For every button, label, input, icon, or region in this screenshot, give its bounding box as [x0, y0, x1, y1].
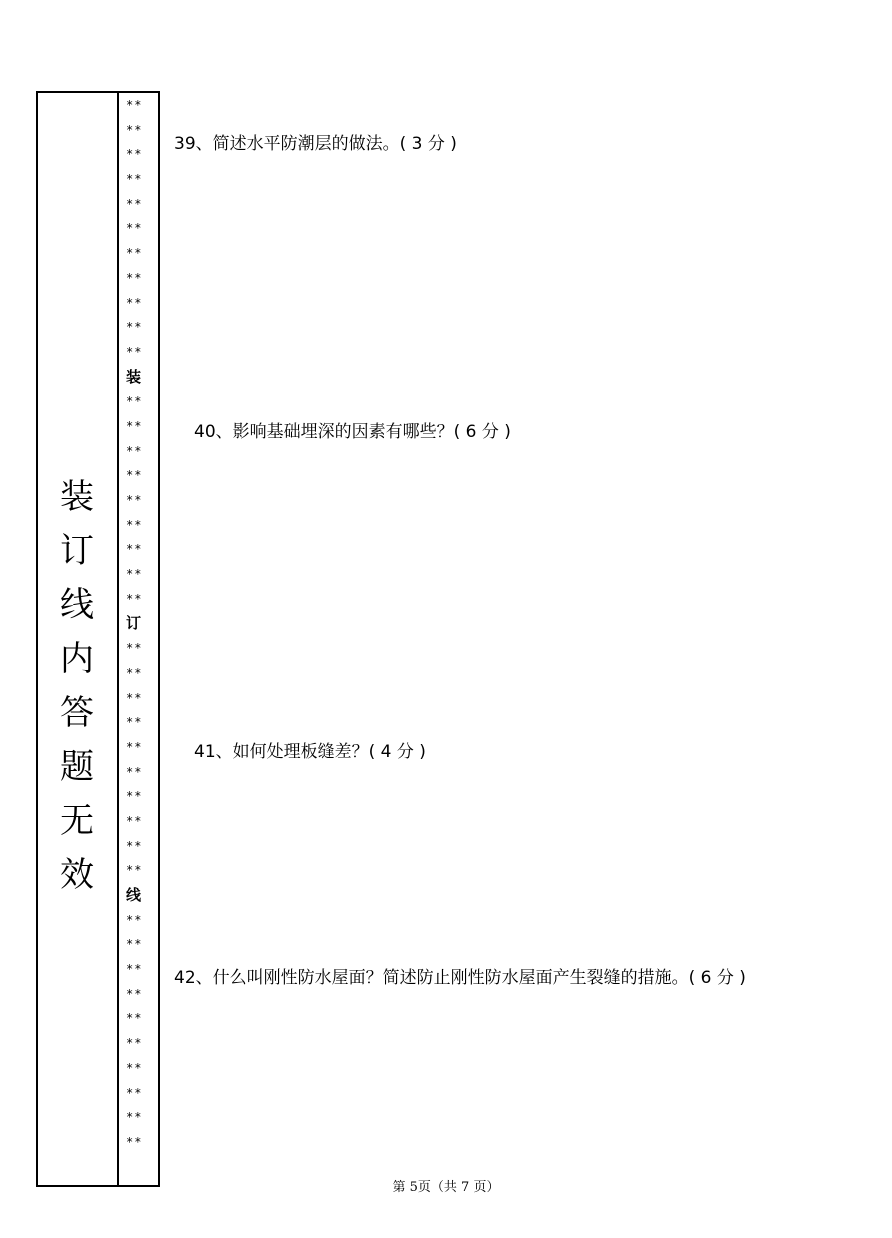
binding-asterisk-mark: ** [126, 813, 143, 828]
binding-char-mark: 线 [126, 886, 142, 904]
binding-asterisk-mark: ** [126, 295, 143, 310]
binding-asterisk-mark: ** [126, 344, 143, 359]
binding-notice-char: 无 [60, 801, 94, 841]
question-40: 40、影响基础埋深的因素有哪些？( 6 分 ) [194, 422, 511, 442]
binding-asterisk-mark: ** [126, 863, 143, 878]
binding-notice-char: 装 [60, 477, 94, 517]
binding-char-mark: 装 [126, 367, 142, 386]
binding-asterisk-mark: ** [126, 838, 143, 853]
binding-asterisk-mark: ** [126, 443, 143, 458]
page-footer: 第 5页（共 7 页） [392, 1180, 500, 1195]
binding-notice-char: 题 [60, 747, 94, 787]
binding-asterisk-mark: ** [126, 1060, 143, 1075]
binding-asterisk-mark: ** [126, 418, 143, 433]
question-39: 39、简述水平防潮层的做法。( 3 分 ) [174, 134, 457, 154]
binding-asterisk-mark: ** [126, 394, 143, 409]
binding-asterisk-mark: ** [126, 764, 143, 779]
question-42: 42、什么叫刚性防水屋面？简述防止刚性防水屋面产生裂缝的措施。( 6 分 ) [174, 968, 746, 988]
binding-asterisk-mark: ** [126, 962, 143, 977]
binding-asterisk-mark: ** [126, 789, 143, 804]
binding-line-marks [126, 93, 156, 1155]
binding-asterisk-mark: ** [126, 1036, 143, 1051]
binding-notice-char: 订 [60, 531, 94, 571]
binding-asterisk-mark: ** [126, 542, 143, 557]
binding-notice-char: 答 [60, 693, 94, 733]
binding-notice-vertical [36, 470, 118, 902]
binding-asterisk-mark: ** [126, 1011, 143, 1026]
question-41: 41、如何处理板缝差？( 4 分 ) [194, 742, 426, 762]
binding-asterisk-mark: ** [126, 122, 143, 137]
binding-notice-char: 效 [60, 855, 94, 895]
binding-asterisk-mark: ** [126, 641, 143, 656]
binding-char-mark: 订 [126, 614, 142, 633]
binding-asterisk-mark: ** [126, 468, 143, 483]
binding-asterisk-mark: ** [126, 567, 143, 582]
binding-asterisk-mark: ** [126, 221, 143, 236]
binding-asterisk-mark: ** [126, 320, 143, 335]
binding-asterisk-mark: ** [126, 715, 143, 730]
binding-asterisk-mark: ** [126, 172, 143, 187]
binding-asterisk-mark: ** [126, 591, 143, 606]
binding-asterisk-mark: ** [126, 1110, 143, 1125]
binding-asterisk-mark: ** [126, 665, 143, 680]
binding-asterisk-mark: ** [126, 912, 143, 927]
binding-asterisk-mark: ** [126, 517, 143, 532]
binding-asterisk-mark: ** [126, 98, 143, 112]
binding-asterisk-mark: ** [126, 196, 143, 211]
binding-asterisk-mark: ** [126, 1134, 143, 1149]
binding-notice-char: 线 [60, 585, 94, 625]
binding-asterisk-mark: ** [126, 246, 143, 261]
binding-asterisk-mark: ** [126, 937, 143, 952]
binding-asterisk-mark: ** [126, 986, 143, 1001]
binding-asterisk-mark: ** [126, 493, 143, 507]
binding-asterisk-mark: ** [126, 147, 143, 162]
binding-asterisk-mark: ** [126, 690, 143, 705]
binding-notice-char: 内 [60, 639, 94, 679]
binding-asterisk-mark: ** [126, 1085, 143, 1100]
binding-asterisk-mark: ** [126, 739, 143, 754]
binding-asterisk-mark: ** [126, 270, 143, 285]
